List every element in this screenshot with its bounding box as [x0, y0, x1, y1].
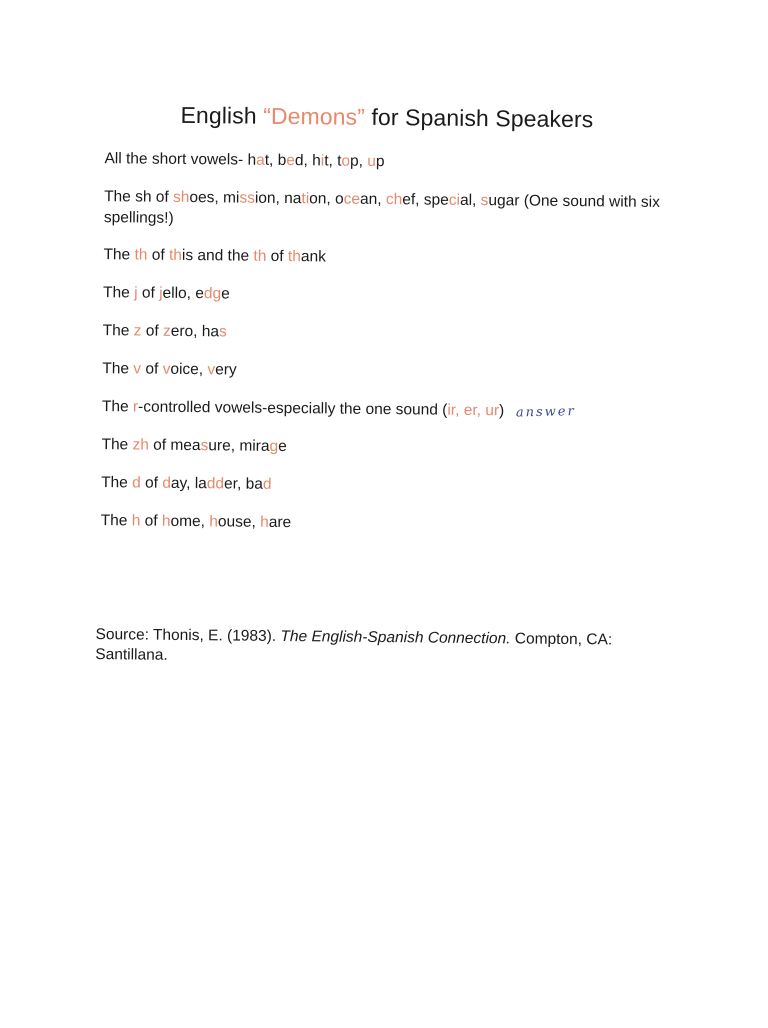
text-run: of — [266, 247, 289, 266]
text-run: ouse, — [217, 513, 261, 531]
highlighted-letters: v — [133, 360, 142, 378]
text-run: The — [102, 360, 134, 378]
highlighted-letters: s — [200, 437, 209, 455]
text-run: p, — [350, 152, 368, 170]
text-run: of — [140, 474, 163, 492]
text-run: ello, e — [162, 284, 205, 303]
text-run: The — [101, 398, 134, 416]
text-run: of mea — [148, 436, 201, 455]
highlighted-letters: j — [159, 284, 163, 302]
highlighted-letters: d — [262, 475, 272, 493]
text-run: oes, mi — [189, 188, 240, 207]
highlighted-letters: z — [162, 322, 171, 340]
highlighted-letters: s — [218, 323, 227, 341]
list-item — [101, 510, 661, 537]
text-run: The — [101, 436, 133, 454]
text-run: English — [180, 101, 264, 129]
text-run: All the short vowels- h — [104, 150, 257, 169]
text-run: d, h — [294, 152, 321, 170]
text-run: ero, ha — [170, 322, 220, 341]
highlighted-letters: v — [162, 360, 171, 378]
highlighted-letters: h — [131, 512, 141, 530]
highlighted-letters: th — [253, 247, 267, 265]
text-run: is and the — [181, 246, 254, 265]
text-run: of — [141, 322, 164, 340]
handwritten-note: answer — [516, 404, 577, 421]
highlighted-letters: g — [269, 437, 279, 455]
text-run: er, ba — [223, 475, 263, 493]
list-item — [102, 396, 702, 424]
text-run: ef, spe — [402, 191, 449, 209]
highlighted-letters: h — [209, 513, 219, 531]
list-item — [101, 472, 661, 499]
text-run: The sh of — [104, 188, 174, 206]
highlighted-letters: th — [287, 248, 301, 266]
text-run: The — [100, 512, 132, 530]
source-citation — [95, 625, 655, 671]
text-run: Source: Thonis, E. (1983). — [95, 626, 281, 645]
highlighted-letters: ir, er, ur — [447, 401, 500, 420]
highlighted-letters: ce — [343, 190, 361, 208]
highlighted-letters: ss — [239, 189, 255, 207]
text-run: e — [278, 437, 287, 456]
text-run: ome, — [170, 512, 210, 531]
highlighted-letters: z — [133, 322, 142, 340]
text-run: ) — [498, 402, 505, 420]
list-item — [104, 148, 664, 175]
highlighted-letters: r — [132, 398, 139, 416]
highlighted-letters: d — [132, 474, 141, 492]
text-run: The English-Spanish Connection. — [280, 627, 511, 648]
highlighted-letters: i — [320, 152, 325, 170]
list-item — [101, 434, 661, 461]
highlighted-letters: u — [367, 152, 377, 170]
text-run: are — [268, 513, 292, 532]
highlighted-letters: h — [161, 512, 171, 530]
highlighted-letters: e — [286, 152, 296, 170]
highlighted-letters: d — [162, 474, 172, 492]
text-run: The — [103, 246, 135, 264]
highlighted-letters: v — [207, 361, 216, 379]
text-run: ure, mira — [208, 437, 270, 455]
highlighted-letters: h — [260, 513, 269, 531]
text-run: of — [137, 284, 160, 302]
text-run: -controlled vowels-especially the one sound ( — [138, 398, 448, 419]
text-run: ery — [215, 361, 237, 379]
text-run: ugar (One sound with six spellings!) — [103, 192, 660, 227]
highlighted-letters: “Demons” — [263, 102, 366, 130]
list-item — [103, 282, 663, 309]
highlighted-letters: sh — [172, 188, 190, 206]
text-run: oice, — [170, 360, 208, 379]
highlighted-letters: th — [168, 246, 183, 264]
text-run: The — [102, 322, 134, 340]
highlighted-letters: a — [256, 151, 265, 169]
highlighted-letters: dd — [206, 475, 225, 493]
text-run: al, — [459, 191, 481, 210]
text-run: an, — [359, 190, 386, 209]
highlighted-letters: ti — [301, 190, 310, 208]
list-item — [103, 320, 663, 347]
highlighted-letters: ci — [448, 191, 461, 209]
text-run: ion, na — [254, 189, 302, 208]
text-run: ank — [300, 248, 326, 266]
text-run: ay, la — [170, 474, 207, 493]
text-run: The — [101, 474, 133, 492]
text-run: p — [375, 152, 385, 171]
text-run: Compton, CA: Santillana. — [95, 630, 613, 664]
highlighted-letters: j — [134, 284, 138, 302]
document-title — [3, 100, 768, 135]
highlighted-letters: s — [480, 192, 489, 210]
text-run: on, o — [309, 190, 344, 208]
highlighted-letters: ch — [385, 191, 403, 209]
text-run: The — [103, 284, 135, 302]
highlighted-letters: th — [134, 246, 148, 264]
list-item — [102, 358, 662, 385]
list-item — [103, 244, 663, 271]
highlighted-letters: o — [341, 152, 351, 170]
text-run: of — [140, 512, 162, 530]
text-run: t, t — [324, 152, 342, 170]
text-run: of — [147, 246, 170, 264]
text-run: for Spanish Speakers — [364, 103, 594, 133]
text-run: t, b — [264, 151, 287, 170]
text-run: of — [140, 360, 163, 378]
highlighted-letters: dg — [203, 285, 222, 303]
highlighted-letters: zh — [132, 436, 149, 454]
list-item — [104, 186, 664, 234]
text-run: e — [221, 285, 230, 303]
